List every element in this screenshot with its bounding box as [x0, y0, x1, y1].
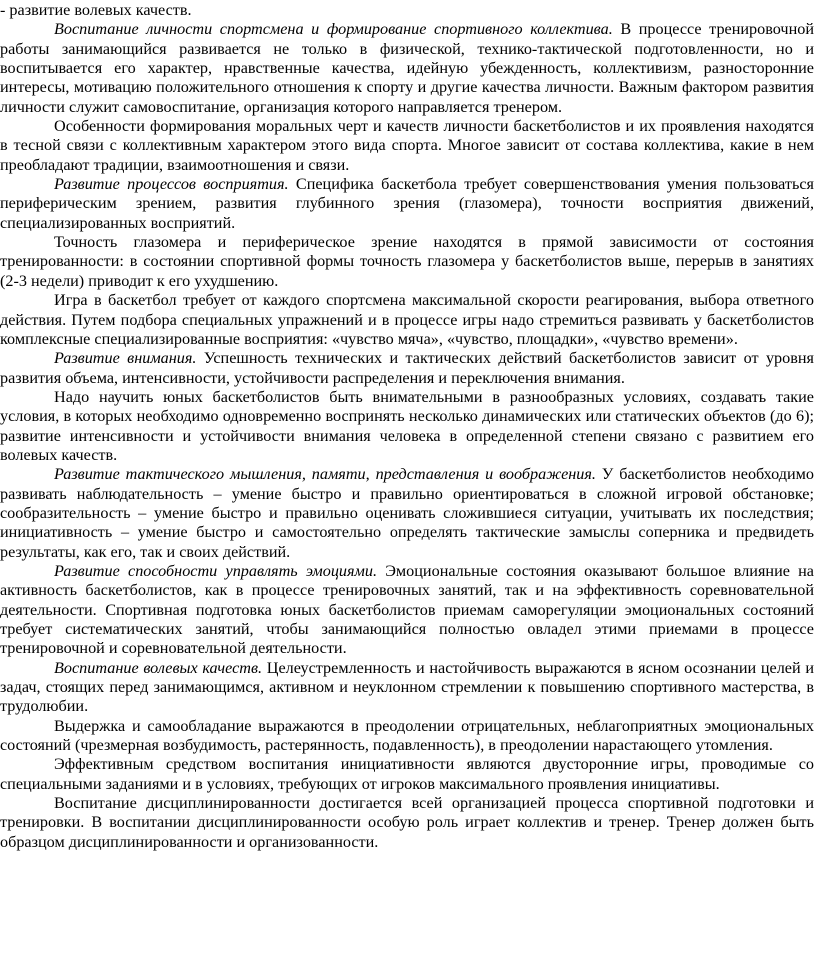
section-heading: Развитие тактического мышления, памяти, представления и воображения. — [54, 465, 596, 484]
paragraph-text: Успешность технических и тактических действий баскетболистов зависит от уровня развития объема, интенсивности, устойчивости распределения и переключения внимания. — [0, 349, 814, 387]
section-heading: Воспитание волевых качеств. — [54, 658, 263, 677]
paragraph-text: Выдержка и самообладание выражаются в преодолении отрицательных, неблагоприятных эмоциональных состояний (чрезмерная возбудимость, растерянность, подавленность), в преодолении нарастающего утомления. — [0, 716, 814, 755]
paragraph — [0, 717, 814, 756]
paragraph — [0, 794, 814, 852]
paragraph-text: В процессе тренировочной работы занимающийся развивается не только в физической, технико-тактической подготовленности, но и воспитывается его характер, нравственные качества, идейную убежденность, коллективизм, разносторонние интересы, мотивацию положительного отношения к спорту и другие качества личности. Важным фактором развития личности служит самовоспитание, организация которого направляется тренером. — [0, 20, 814, 116]
paragraph-text: Воспитание дисциплинированности достигается всей организацией процесса спортивной подготовки и тренировки. В воспитании дисциплинированности особую роль играет коллектив и тренер. Тренер должен быть образцом дисциплинированности и организованности. — [0, 794, 814, 851]
paragraph-text: Игра в баскетбол требует от каждого спортсмена максимальной скорости реагирования, выбора ответного действия. Путем подбора специальных упражнений и в процессе игры надо стремиться развивать у баскетболистов комплексные специализированные восприятия: «чувство мяча», «чувство, площадки», «чувство времени». — [0, 291, 814, 348]
paragraph-list-item — [0, 1, 814, 20]
paragraph — [0, 755, 814, 794]
paragraph-text: У баскетболистов необходимо развивать наблюдательность – умение быстро и правильно ориентироваться в сложной игровой обстановке; сообразительность – умение быстро и правильно оценивать сложившиеся ситуации, учитывать их последствия; инициативность – умение быстро и самостоятельно определять тактические замыслы соперника и предвидеть результаты, как его, так и своих действий. — [0, 465, 815, 561]
paragraph-text: Эффективным средством воспитания инициативности являются двусторонние игры, проводимые со специальными заданиями и в условиях, требующих от игроков максимального проявления инициативы. — [0, 755, 814, 793]
section-heading: Развитие процессов восприятия. — [54, 175, 289, 194]
paragraph — [0, 117, 814, 175]
paragraph-emotions — [0, 562, 814, 659]
paragraph-text: Точность глазомера и периферическое зрение находятся в прямой зависимости от состояния тренированности: в состоянии спортивной формы точность глазомера у баскетболистов выше, перерыв в занятиях (2-3 недели) приводит к его ухудшению. — [0, 233, 814, 290]
paragraph-text: Специфика баскетбола требует совершенствования умения пользоваться периферическим зрением, развития глубинного зрения (глазомера), точности восприятия движений, специализированных восприятий. — [0, 175, 814, 232]
paragraph-personality-education — [0, 20, 814, 117]
paragraph-volitional-qualities — [0, 659, 814, 717]
section-heading: Воспитание личности спортсмена и формирование спортивного коллектива. — [54, 20, 613, 39]
paragraph — [0, 291, 814, 349]
paragraph — [0, 388, 814, 465]
paragraph-attention — [0, 349, 814, 388]
paragraph-text: Надо научить юных баскетболистов быть внимательными в разнообразных условиях, создавать такие условия, в которых необходимо одновременно воспринять несколько динамических или статических объектов (до 6); развитие интенсивности и устойчивости внимания человека в определенной степени связано с развитием его волевых качеств. — [0, 387, 814, 464]
paragraph-tactical-thinking — [0, 465, 814, 562]
section-heading: Развитие внимания. — [54, 349, 197, 368]
section-heading: Развитие способности управлять эмоциями. — [54, 561, 378, 580]
paragraph-text: Особенности формирования моральных черт и качеств личности баскетболистов и их проявления находятся в тесной связи с коллективным характером этого вида спорта. Многое зависит от состава коллектива, какие в нем преобладают традиции, взаимоотношения и связи. — [0, 117, 814, 174]
paragraph — [0, 233, 814, 291]
paragraph-perception — [0, 175, 814, 233]
paragraph-text: Целеустремленность и настойчивость выражаются в ясном осознании целей и задач, стоящих перед занимающимся, активном и неуклонном стремлении к повышению спортивного мастерства, в трудолюбии. — [0, 658, 814, 716]
paragraph-text: Эмоциональные состояния оказывают большое влияние на активность баскетболистов, как в процессе тренировочных занятий, так и на эффективность соревновательной деятельности. Спортивная подготовка юных баскетболистов приемам саморегуляции эмоциональных состояний требует систематических занятий, чтобы занимающийся полностью овладел этими приемами в процессе тренировочной и соревновательной деятельности. — [0, 561, 814, 658]
paragraph-text: - развитие волевых качеств. — [0, 1, 192, 19]
